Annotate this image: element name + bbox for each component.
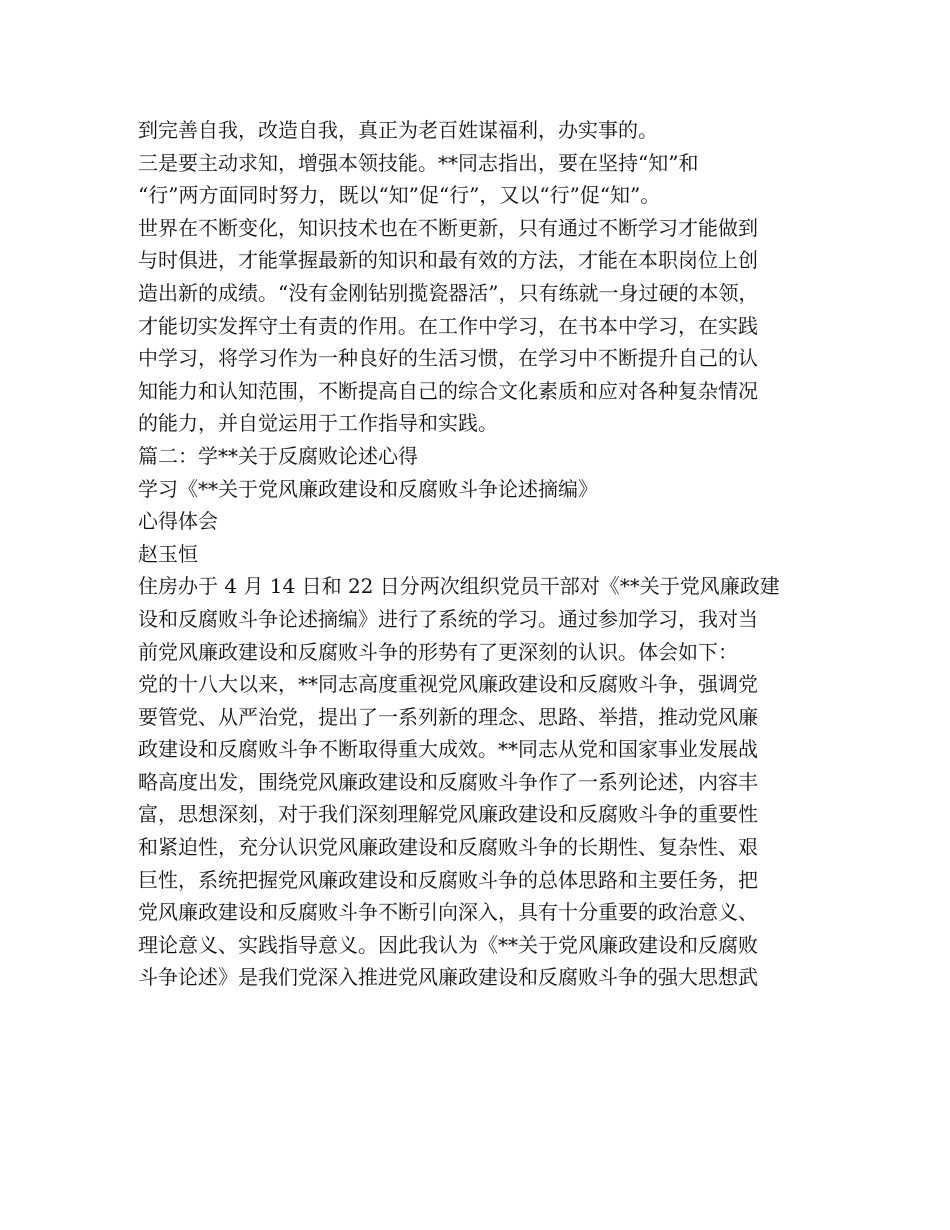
article-subtitle: 心得体会 xyxy=(138,509,218,534)
text-line: 三是要主动求知，增强本领技能。**同志指出，要在坚持“知”和 xyxy=(138,150,699,175)
text-line: 知能力和认知范围，不断提高自己的综合文化素质和应对各种复杂情况 xyxy=(138,378,758,403)
document-body xyxy=(138,114,828,994)
text-line: 设和反腐败斗争论述摘编》进行了系统的学习。通过参加学习，我对当 xyxy=(138,606,758,631)
text-line: 到完善自我，改造自我，真正为老百姓谋福利，办实事的。 xyxy=(138,118,658,142)
text-line: 和紧迫性，充分认识党风廉政建设和反腐败斗争的长期性、复杂性、艰 xyxy=(138,835,758,860)
text-line: 巨性，系统把握党风廉政建设和反腐败斗争的总体思路和主要任务，把 xyxy=(138,867,758,892)
text-line: 前党风廉政建设和反腐败斗争的形势有了更深刻的认识。体会如下： xyxy=(138,639,738,664)
text-line: 斗争论述》是我们党深入推进党风廉政建设和反腐败斗争的强大思想武 xyxy=(138,965,758,990)
text-line: 党的十八大以来，**同志高度重视党风廉政建设和反腐败斗争，强调党 xyxy=(138,672,758,697)
text-line: 造出新的成绩。“没有金刚钻别揽瓷器活”，只有练就一身过硬的本领， xyxy=(138,280,759,305)
article-title: 学习《**关于党风廉政建设和反腐败斗争论述摘编》 xyxy=(138,476,598,501)
author-name: 赵玉恒 xyxy=(138,541,198,566)
text-line: 才能切实发挥守土有责的作用。在工作中学习，在书本中学习，在实践 xyxy=(138,313,758,338)
text-line: 世界在不断变化，知识技术也在不断更新，只有通过不断学习才能做到 xyxy=(138,215,758,240)
text-line: 政建设和反腐败斗争不断取得重大成效。**同志从党和国家事业发展战 xyxy=(138,737,758,762)
text-line: 住房办于 4 月 14 日和 22 日分两次组织党员干部对《**关于党风廉政建 xyxy=(138,574,780,599)
text-line: 的能力，并自觉运用于工作指导和实践。 xyxy=(138,411,498,436)
text-line: 与时俱进，才能掌握最新的知识和最有效的方法，才能在本职岗位上创 xyxy=(138,248,758,273)
text-line: “行”两方面同时努力，既以“知”促“行”，又以“行”促“知”。 xyxy=(138,183,661,208)
text-line: 党风廉政建设和反腐败斗争不断引向深入，具有十分重要的政治意义、 xyxy=(138,900,758,925)
section-heading: 篇二：学**关于反腐败论述心得 xyxy=(138,443,418,468)
text-line: 略高度出发，围绕党风廉政建设和反腐败斗争作了一系列论述，内容丰 xyxy=(138,769,758,794)
text-line: 理论意义、实践指导意义。因此我认为《**关于党风廉政建设和反腐败 xyxy=(138,932,758,957)
text-line: 中学习，将学习作为一种良好的生活习惯，在学习中不断提升自己的认 xyxy=(138,346,758,371)
text-line: 要管党、从严治党，提出了一系列新的理念、思路、举措，推动党风廉 xyxy=(138,704,758,729)
text-line: 富，思想深刻，对于我们深刻理解党风廉政建设和反腐败斗争的重要性 xyxy=(138,802,758,827)
